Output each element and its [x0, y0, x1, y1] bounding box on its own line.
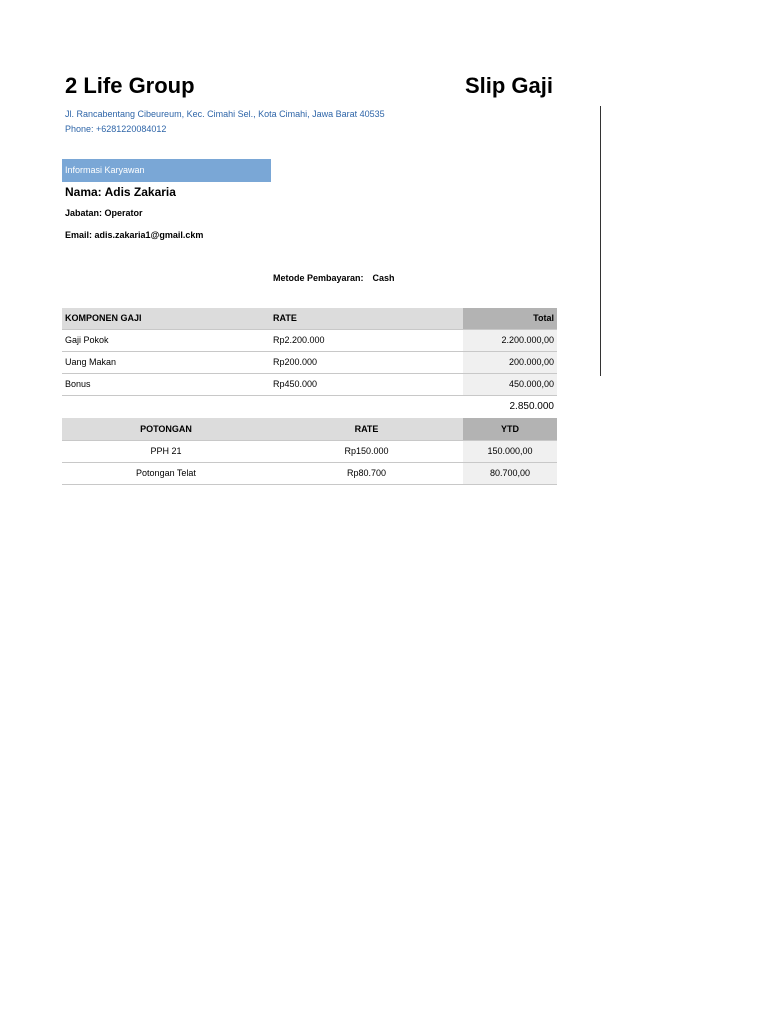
earning-name: Uang Makan: [65, 357, 117, 367]
deductions-header-rate: RATE: [354, 424, 379, 434]
table-row: [62, 330, 557, 352]
deductions-header-ytd: YTD: [463, 418, 557, 440]
earnings-header-row: [62, 308, 557, 330]
table-row: [62, 463, 557, 485]
company-name: 2 Life Group: [65, 73, 195, 98]
deductions-header-row: [62, 418, 557, 441]
employee-position: Jabatan: Operator: [65, 208, 143, 218]
employee-email: Email: adis.zakaria1@gmail.ckm: [65, 230, 204, 240]
document-title: Slip Gaji: [464, 73, 553, 98]
earning-rate: Rp200.000: [273, 357, 318, 367]
page-divider: [600, 106, 601, 376]
earnings-total-row: [62, 396, 557, 417]
deduction-name: PPH 21: [150, 446, 182, 456]
deduction-name: Potongan Telat: [136, 468, 196, 478]
employee-name: Nama: Adis Zakaria: [65, 185, 176, 199]
table-row: [62, 441, 557, 463]
earning-name: Bonus: [65, 379, 91, 389]
earnings-header-rate: RATE: [273, 313, 297, 323]
earning-total: 2.200.000,00: [463, 330, 557, 351]
company-phone: Phone: +6281220084012: [65, 124, 167, 134]
table-row: [62, 352, 557, 374]
deductions-table: [62, 418, 557, 485]
earnings-header-component: KOMPONEN GAJI: [65, 313, 142, 323]
deduction-rate: Rp150.000: [344, 446, 389, 456]
payment-method-value: Cash: [372, 273, 395, 283]
deductions-header-name: POTONGAN: [140, 424, 192, 434]
payment-method: [273, 273, 395, 283]
earning-name: Gaji Pokok: [65, 335, 109, 345]
deduction-ytd: 80.700,00: [463, 463, 557, 484]
deduction-rate: Rp80.700: [346, 468, 387, 478]
company-address: Jl. Rancabentang Cibeureum, Kec. Cimahi Sel., Kota Cimahi, Jawa Barat 40535: [65, 109, 385, 119]
earning-rate: Rp2.200.000: [273, 335, 325, 345]
earnings-header-total: Total: [463, 308, 557, 329]
earnings-grand-total: 2.850.000: [509, 401, 554, 412]
earning-total: 200.000,00: [463, 352, 557, 373]
earning-total: 450.000,00: [463, 374, 557, 395]
payment-method-label: Metode Pembayaran:: [273, 273, 364, 283]
table-row: [62, 374, 557, 396]
earnings-table: [62, 308, 557, 417]
deduction-ytd: 150.000,00: [463, 441, 557, 462]
earning-rate: Rp450.000: [273, 379, 318, 389]
employee-info-header: Informasi Karyawan: [62, 159, 271, 182]
